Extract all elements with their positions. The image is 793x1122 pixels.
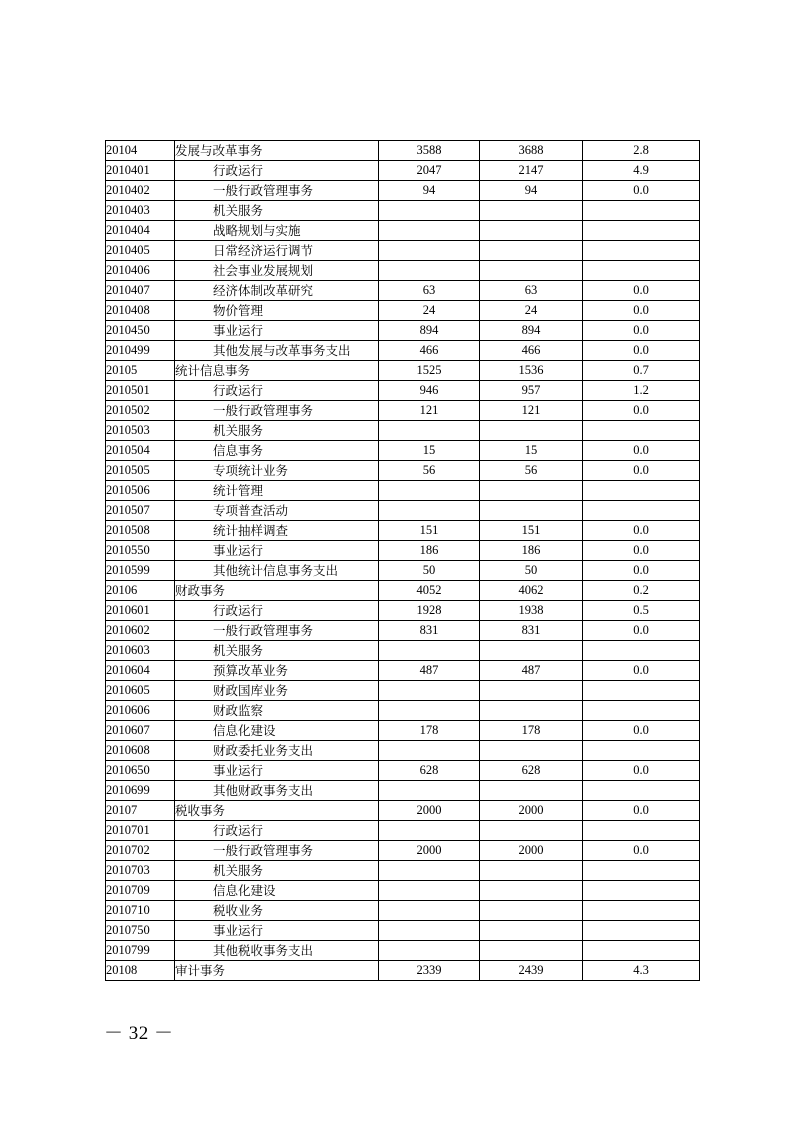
row-value-3: 0.7 [583, 361, 700, 381]
row-code: 2010703 [106, 861, 175, 881]
row-value-3: 0.0 [583, 761, 700, 781]
row-value-2: 15 [480, 441, 583, 461]
row-item-name: 其他税收事务支出 [175, 941, 379, 961]
row-item-name: 信息化建设 [175, 881, 379, 901]
row-value-1 [379, 881, 480, 901]
row-code: 2010710 [106, 901, 175, 921]
table-row [106, 261, 700, 281]
row-value-1 [379, 921, 480, 941]
row-value-1: 628 [379, 761, 480, 781]
row-code: 2010650 [106, 761, 175, 781]
table-row [106, 781, 700, 801]
row-value-2: 186 [480, 541, 583, 561]
row-value-3: 0.0 [583, 441, 700, 461]
row-value-2 [480, 641, 583, 661]
table-row [106, 461, 700, 481]
row-value-1: 15 [379, 441, 480, 461]
row-item-name: 统计信息事务 [175, 361, 379, 381]
row-item-name: 物价管理 [175, 301, 379, 321]
table-row [106, 401, 700, 421]
row-value-3 [583, 641, 700, 661]
table-row [106, 321, 700, 341]
table-row [106, 901, 700, 921]
row-value-2: 151 [480, 521, 583, 541]
row-value-1: 946 [379, 381, 480, 401]
table-row [106, 301, 700, 321]
row-value-2 [480, 881, 583, 901]
row-value-2: 2000 [480, 841, 583, 861]
row-value-3 [583, 941, 700, 961]
row-value-3 [583, 701, 700, 721]
row-value-3 [583, 421, 700, 441]
row-code: 2010507 [106, 501, 175, 521]
row-code: 2010407 [106, 281, 175, 301]
row-value-2: 24 [480, 301, 583, 321]
row-item-name: 预算改革业务 [175, 661, 379, 681]
row-value-3: 0.0 [583, 661, 700, 681]
row-value-2: 3688 [480, 141, 583, 161]
row-value-2: 466 [480, 341, 583, 361]
row-value-2: 2147 [480, 161, 583, 181]
row-item-name: 机关服务 [175, 641, 379, 661]
row-code: 2010607 [106, 721, 175, 741]
table-row [106, 621, 700, 641]
row-value-1: 178 [379, 721, 480, 741]
row-value-3: 0.0 [583, 801, 700, 821]
table-row [106, 381, 700, 401]
row-item-name: 社会事业发展规划 [175, 261, 379, 281]
row-item-name: 财政事务 [175, 581, 379, 601]
row-code: 2010501 [106, 381, 175, 401]
row-item-name: 统计抽样调查 [175, 521, 379, 541]
row-code: 2010550 [106, 541, 175, 561]
row-item-name: 专项统计业务 [175, 461, 379, 481]
table-row [106, 281, 700, 301]
row-value-2 [480, 901, 583, 921]
row-value-1: 2000 [379, 841, 480, 861]
row-value-1 [379, 701, 480, 721]
row-item-name: 一般行政管理事务 [175, 401, 379, 421]
table-row [106, 961, 700, 981]
row-value-1: 466 [379, 341, 480, 361]
row-value-2 [480, 501, 583, 521]
row-code: 20107 [106, 801, 175, 821]
row-item-name: 机关服务 [175, 861, 379, 881]
row-value-1: 24 [379, 301, 480, 321]
row-value-3 [583, 501, 700, 521]
row-item-name: 其他发展与改革事务支出 [175, 341, 379, 361]
row-code: 2010750 [106, 921, 175, 941]
table-row [106, 161, 700, 181]
row-value-3 [583, 201, 700, 221]
row-value-2 [480, 921, 583, 941]
table-row [106, 581, 700, 601]
table-row [106, 661, 700, 681]
row-value-2 [480, 941, 583, 961]
row-value-1 [379, 501, 480, 521]
table-row [106, 761, 700, 781]
table-row [106, 861, 700, 881]
row-item-name: 财政委托业务支出 [175, 741, 379, 761]
row-value-1: 487 [379, 661, 480, 681]
row-value-2: 94 [480, 181, 583, 201]
row-item-name: 统计管理 [175, 481, 379, 501]
row-value-2: 628 [480, 761, 583, 781]
row-value-1: 4052 [379, 581, 480, 601]
row-value-2 [480, 701, 583, 721]
row-code: 2010699 [106, 781, 175, 801]
row-value-2: 2000 [480, 801, 583, 821]
table-row [106, 201, 700, 221]
row-value-1: 94 [379, 181, 480, 201]
row-value-1: 50 [379, 561, 480, 581]
row-item-name: 发展与改革事务 [175, 141, 379, 161]
row-value-2 [480, 261, 583, 281]
row-code: 2010450 [106, 321, 175, 341]
row-code: 20105 [106, 361, 175, 381]
row-value-3 [583, 781, 700, 801]
row-value-3 [583, 821, 700, 841]
row-code: 2010499 [106, 341, 175, 361]
row-item-name: 信息化建设 [175, 721, 379, 741]
row-item-name: 专项普查活动 [175, 501, 379, 521]
table-row [106, 521, 700, 541]
row-value-2: 2439 [480, 961, 583, 981]
row-code: 2010701 [106, 821, 175, 841]
row-value-2 [480, 861, 583, 881]
row-value-3 [583, 921, 700, 941]
row-code: 2010503 [106, 421, 175, 441]
row-value-3: 0.0 [583, 401, 700, 421]
row-code: 2010506 [106, 481, 175, 501]
row-item-name: 事业运行 [175, 761, 379, 781]
row-code: 20106 [106, 581, 175, 601]
table-row [106, 181, 700, 201]
row-code: 2010709 [106, 881, 175, 901]
row-item-name: 税收事务 [175, 801, 379, 821]
table-row [106, 601, 700, 621]
row-value-2: 121 [480, 401, 583, 421]
row-code: 2010606 [106, 701, 175, 721]
table-row [106, 561, 700, 581]
row-item-name: 事业运行 [175, 921, 379, 941]
row-code: 2010604 [106, 661, 175, 681]
row-code: 2010799 [106, 941, 175, 961]
row-item-name: 一般行政管理事务 [175, 621, 379, 641]
row-code: 2010404 [106, 221, 175, 241]
row-code: 2010702 [106, 841, 175, 861]
row-value-2: 4062 [480, 581, 583, 601]
row-value-2: 50 [480, 561, 583, 581]
row-value-1 [379, 681, 480, 701]
row-value-2 [480, 421, 583, 441]
table-row [106, 221, 700, 241]
row-item-name: 其他统计信息事务支出 [175, 561, 379, 581]
table-row [106, 141, 700, 161]
row-value-1: 56 [379, 461, 480, 481]
row-item-name: 税收业务 [175, 901, 379, 921]
row-value-2: 1938 [480, 601, 583, 621]
row-value-1 [379, 941, 480, 961]
row-item-name: 事业运行 [175, 321, 379, 341]
row-code: 2010605 [106, 681, 175, 701]
row-value-2 [480, 681, 583, 701]
table-row [106, 501, 700, 521]
table-row [106, 481, 700, 501]
row-value-3: 2.8 [583, 141, 700, 161]
row-value-2: 1536 [480, 361, 583, 381]
row-code: 2010408 [106, 301, 175, 321]
row-code: 20108 [106, 961, 175, 981]
row-code: 2010403 [106, 201, 175, 221]
row-code: 2010599 [106, 561, 175, 581]
row-item-name: 一般行政管理事务 [175, 181, 379, 201]
row-value-2 [480, 241, 583, 261]
row-value-3: 4.3 [583, 961, 700, 981]
row-item-name: 行政运行 [175, 381, 379, 401]
row-item-name: 机关服务 [175, 201, 379, 221]
row-item-name: 机关服务 [175, 421, 379, 441]
row-item-name: 日常经济运行调节 [175, 241, 379, 261]
row-code: 2010602 [106, 621, 175, 641]
row-value-1 [379, 901, 480, 921]
row-value-1 [379, 641, 480, 661]
row-item-name: 行政运行 [175, 601, 379, 621]
row-value-1 [379, 221, 480, 241]
table-row [106, 821, 700, 841]
row-value-1 [379, 421, 480, 441]
row-value-2: 56 [480, 461, 583, 481]
row-value-3: 0.0 [583, 181, 700, 201]
row-value-1: 1928 [379, 601, 480, 621]
row-item-name: 一般行政管理事务 [175, 841, 379, 861]
row-value-3 [583, 681, 700, 701]
row-value-3: 0.0 [583, 541, 700, 561]
row-value-1: 121 [379, 401, 480, 421]
row-value-3: 0.0 [583, 301, 700, 321]
table-row [106, 881, 700, 901]
row-value-2: 894 [480, 321, 583, 341]
row-item-name: 经济体制改革研究 [175, 281, 379, 301]
table-row [106, 341, 700, 361]
row-item-name: 事业运行 [175, 541, 379, 561]
row-value-2 [480, 821, 583, 841]
row-value-3 [583, 241, 700, 261]
row-item-name: 战略规划与实施 [175, 221, 379, 241]
row-value-2 [480, 481, 583, 501]
row-item-name: 财政监察 [175, 701, 379, 721]
row-value-3: 0.2 [583, 581, 700, 601]
row-value-3: 0.0 [583, 561, 700, 581]
row-value-1 [379, 821, 480, 841]
row-value-2 [480, 781, 583, 801]
row-item-name: 行政运行 [175, 161, 379, 181]
row-code: 2010505 [106, 461, 175, 481]
row-value-2 [480, 741, 583, 761]
row-value-2 [480, 221, 583, 241]
row-value-1 [379, 861, 480, 881]
row-value-1: 894 [379, 321, 480, 341]
table-row [106, 241, 700, 261]
row-value-1: 2000 [379, 801, 480, 821]
table-row [106, 541, 700, 561]
row-value-2: 487 [480, 661, 583, 681]
row-item-name: 审计事务 [175, 961, 379, 981]
row-value-3: 4.9 [583, 161, 700, 181]
row-value-1: 1525 [379, 361, 480, 381]
row-value-1 [379, 481, 480, 501]
row-value-3 [583, 481, 700, 501]
row-code: 2010508 [106, 521, 175, 541]
row-code: 2010401 [106, 161, 175, 181]
row-value-3: 0.0 [583, 841, 700, 861]
table-row [106, 361, 700, 381]
row-code: 2010608 [106, 741, 175, 761]
row-value-3: 0.0 [583, 721, 700, 741]
row-value-1: 186 [379, 541, 480, 561]
row-code: 2010502 [106, 401, 175, 421]
table-row [106, 421, 700, 441]
table-row [106, 921, 700, 941]
row-value-3 [583, 261, 700, 281]
table-row [106, 701, 700, 721]
row-value-1 [379, 781, 480, 801]
row-value-3: 0.0 [583, 341, 700, 361]
row-code: 2010603 [106, 641, 175, 661]
row-value-3: 0.5 [583, 601, 700, 621]
row-value-3: 0.0 [583, 461, 700, 481]
table-row [106, 841, 700, 861]
row-value-3 [583, 741, 700, 761]
row-code: 2010406 [106, 261, 175, 281]
table-row [106, 721, 700, 741]
row-value-1: 2339 [379, 961, 480, 981]
row-value-3: 0.0 [583, 281, 700, 301]
row-item-name: 财政国库业务 [175, 681, 379, 701]
table-row [106, 681, 700, 701]
row-code: 2010601 [106, 601, 175, 621]
table-row [106, 441, 700, 461]
row-value-3 [583, 881, 700, 901]
table-row [106, 941, 700, 961]
row-value-1 [379, 741, 480, 761]
row-value-1: 151 [379, 521, 480, 541]
table-row [106, 801, 700, 821]
row-value-1 [379, 201, 480, 221]
row-value-1 [379, 241, 480, 261]
row-code: 2010402 [106, 181, 175, 201]
row-value-3: 0.0 [583, 621, 700, 641]
page-number: － 32 － [104, 1023, 174, 1044]
budget-table [105, 140, 700, 981]
row-value-2 [480, 201, 583, 221]
row-value-1: 2047 [379, 161, 480, 181]
row-value-1 [379, 261, 480, 281]
row-value-2: 831 [480, 621, 583, 641]
row-value-3: 1.2 [583, 381, 700, 401]
row-value-3: 0.0 [583, 521, 700, 541]
row-value-3: 0.0 [583, 321, 700, 341]
row-item-name: 行政运行 [175, 821, 379, 841]
row-value-2: 957 [480, 381, 583, 401]
row-value-2: 178 [480, 721, 583, 741]
row-value-1: 831 [379, 621, 480, 641]
budget-table-body [106, 141, 700, 981]
row-code: 2010405 [106, 241, 175, 261]
row-item-name: 信息事务 [175, 441, 379, 461]
row-value-1: 63 [379, 281, 480, 301]
row-value-1: 3588 [379, 141, 480, 161]
row-value-3 [583, 861, 700, 881]
row-value-2: 63 [480, 281, 583, 301]
row-item-name: 其他财政事务支出 [175, 781, 379, 801]
row-code: 2010504 [106, 441, 175, 461]
row-code: 20104 [106, 141, 175, 161]
row-value-3 [583, 901, 700, 921]
row-value-3 [583, 221, 700, 241]
table-row [106, 741, 700, 761]
table-row [106, 641, 700, 661]
